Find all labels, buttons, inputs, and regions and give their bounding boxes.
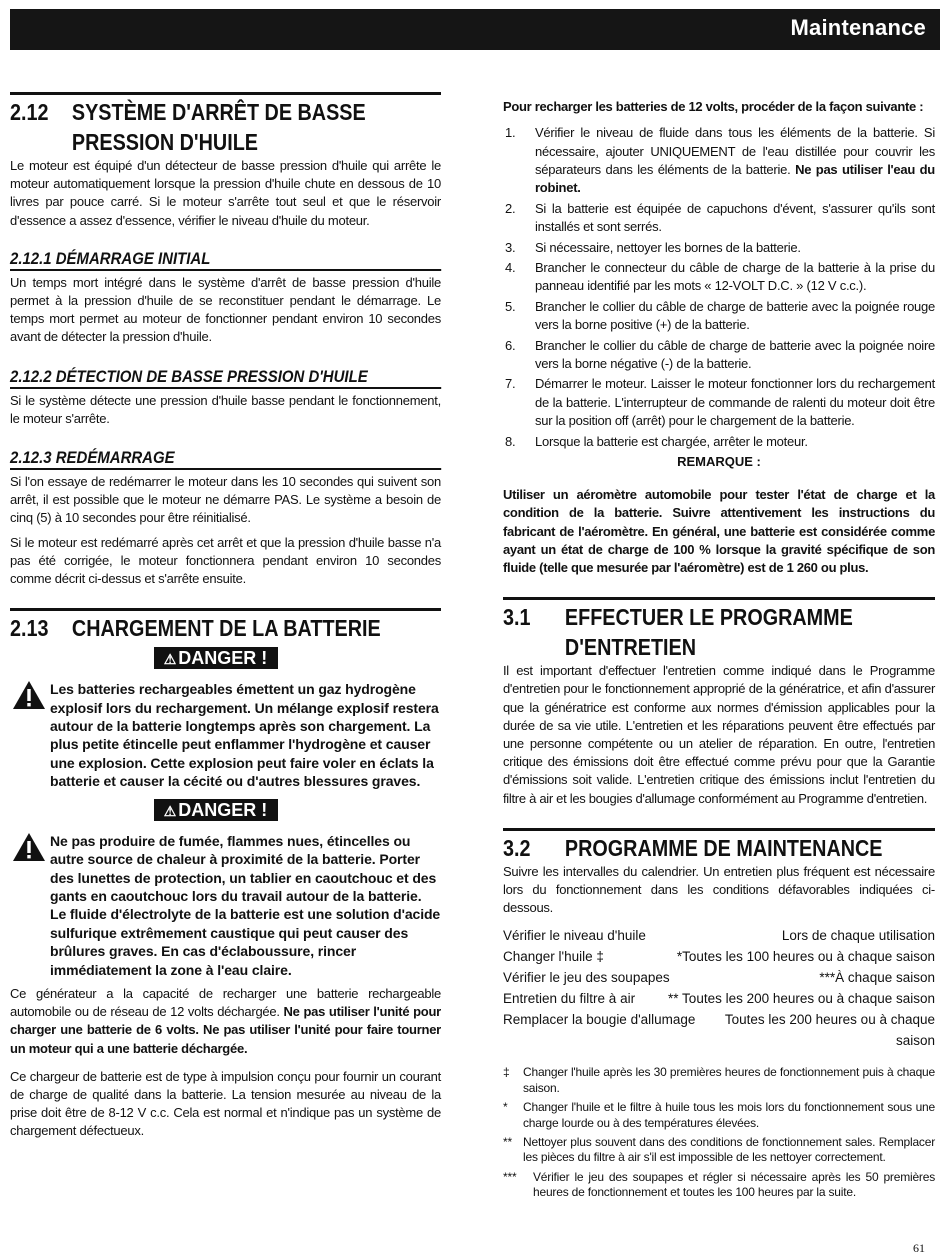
recharge-step: [503, 298, 935, 335]
section-title: PROGRAMME DE MAINTENANCE: [564, 834, 883, 861]
note-label: REMARQUE :: [677, 454, 761, 470]
warning-triangle-icon: [12, 832, 46, 862]
footnote-mark: *: [503, 1100, 508, 1115]
section-title-line2: D'ENTRETIEN: [564, 634, 697, 661]
section-title-line2: PRESSION D'HUILE: [71, 129, 258, 155]
footnote-text: Nettoyer plus souvent dans des conditions de fonctionnement sales. Remplacer les pièces du filtre à air s'il est impossible de les nettoyer correctement.: [523, 1134, 935, 1165]
charging-text: Ce générateur a la capacité de recharger une batterie rechargeable automobile ou de réseau de 12 volts déchargée.: [10, 985, 441, 1020]
schedule-row: [503, 946, 935, 967]
schedule-task: Changer l'huile ‡: [503, 949, 604, 965]
section-2-12-body: Le moteur est équipé d'un détecteur de basse pression d'huile qui arrête le moteur automatiquement lorsque la pression d'huile chute en dessous de 10 livres par pouce carré. Si le moteur s'arrête tout seul et que le réservoir d'essence a assez d'essence, vérifier le niveau d'huile du moteur.: [10, 158, 441, 228]
subsection-2-12-1-body: Un temps mort intégré dans le système d'arrêt de basse pression d'huile permet à la pression d'huile de se reconstituer pendant le démarrage. Le temps mort permet au moteur de fonctionner pendant environ 10 secondes avant de détecter la pression d'huile.: [10, 274, 441, 345]
schedule-interval: Lors de chaque utilisation: [781, 928, 935, 944]
step-number: 4.: [505, 260, 516, 276]
header-title: Maintenance: [790, 15, 926, 40]
subsection-2-12-3-body2: Si le moteur est redémarré après cet arrêt et que la pression d'huile basse n'a pas été corrigée, le moteur fonctionnera pendant environ 10 secondes comme décrit ci-dessus et s'arrête ensuite.: [10, 534, 441, 587]
section-rule: [10, 92, 441, 95]
danger-label: [154, 799, 278, 821]
footnote-text: Changer l'huile après les 30 premières heures de fonctionnement puis à chaque saison.: [523, 1065, 935, 1095]
recharge-steps-list: [503, 124, 935, 451]
section-number: 2.13: [10, 615, 49, 642]
danger-label-text: DANGER !: [178, 799, 268, 820]
danger-label-text: DANGER !: [178, 648, 268, 669]
footnote-mark: ***: [503, 1169, 517, 1184]
schedule-interval: ***À chaque saison: [819, 970, 935, 986]
footnote-text: Vérifier le jeu des soupapes et régler si nécessaire après les 50 premières heures de fonctionnement et toutes les 100 heures par la suite.: [533, 1169, 935, 1200]
section-title-line1: EFFECTUER LE PROGRAMME: [564, 604, 853, 631]
schedule-task: Entretien du filtre à air: [503, 991, 636, 1007]
section-number: 3.2: [503, 834, 531, 861]
note-text: Utiliser un aéromètre automobile pour tester l'état de charge et la condition de la batterie. Suivre attentivement les instructions du fabricant de l'aéromètre. En général, une batterie est considérée comme ayant un état de charge de 100 % lorsque la gravité spécifique de son fluide (telle que mesurée par l'aéromètre) est de 1 260 ou plus.: [503, 487, 935, 575]
section-rule: [503, 828, 935, 831]
footnote: [503, 1065, 935, 1096]
recharge-step: [503, 259, 935, 296]
section-rule: [503, 597, 935, 600]
schedule-row: [503, 988, 935, 1009]
recharge-intro: Pour recharger les batteries de 12 volts, procéder de la façon suivante :: [503, 99, 924, 114]
subsection-2-12-3-heading: 2.12.3 REDÉMARRAGE: [10, 448, 441, 470]
schedule-row: [503, 925, 935, 946]
schedule-interval: Toutes les 200 heures ou à chaque saison: [724, 1012, 935, 1049]
schedule-interval: ** Toutes les 200 heures ou à chaque saison: [668, 991, 935, 1007]
left-column: [10, 92, 441, 1141]
section-rule: [10, 608, 441, 611]
recharge-step: [503, 239, 935, 257]
footnote-mark: **: [503, 1134, 512, 1149]
footnote: [503, 1135, 935, 1166]
schedule-task: Vérifier le jeu des soupapes: [503, 970, 670, 986]
danger-warning-2: [10, 832, 441, 979]
subsection-2-12-1-heading: 2.12.1 DÉMARRAGE INITIAL: [10, 249, 441, 271]
warning-triangle-icon: [12, 680, 46, 710]
charging-bold-warning: Ne pas utiliser l'unité pour charger une batterie de 6 volts. Ne pas utiliser l'unité pour faire tourner un moteur qui a une batterie déchargée.: [10, 1004, 441, 1056]
footnote-mark: ‡: [503, 1065, 510, 1080]
footnotes: [503, 1065, 935, 1200]
step-text: Brancher le collier du câble de charge de batterie avec la poignée rouge vers la borne positive (+) de la batterie.: [535, 298, 935, 333]
step-number: 1.: [505, 125, 516, 141]
step-text: Si la batterie est équipée de capuchons d'évent, s'assurer qu'ils sont installés et sont serrés.: [535, 200, 935, 235]
step-number: 3.: [505, 239, 516, 255]
step-text: Lorsque la batterie est chargée, arrêter le moteur.: [535, 433, 808, 449]
section-title: CHARGEMENT DE LA BATTERIE: [71, 615, 381, 642]
section-2-12-heading: [10, 97, 381, 157]
schedule-task: Remplacer la bougie d'allumage: [503, 1012, 696, 1028]
step-text: Brancher le collier du câble de charge de batterie avec la poignée noire vers la borne négative (-) de la batterie.: [535, 337, 935, 372]
step-text: Si nécessaire, nettoyer les bornes de la batterie.: [535, 239, 801, 255]
section-3-2-heading: [503, 833, 883, 863]
recharge-step: [503, 200, 935, 237]
step-number: 6.: [505, 337, 516, 353]
section-3-1-body: Il est important d'effectuer l'entretien comme indiqué dans le Programme d'entretien pour le fonctionnement approprié de la génératrice, et afin d'assurer que la génératrice est conforme aux normes d'émission applicables pour la durée de sa vie utile. L'entretien et les réparations peuvent être effectués par une personne compétente ou un atelier de réparation. En outre, l'entretien critique des émissions doit être effectué comme prévu pour que la Garantie d'émissions soit valide. L'entretien critique des émissions inclut l'entretien du filtre à air et les bougies d'allumage conformément au Programme d'entretien.: [503, 663, 935, 806]
section-number: 2.12: [10, 99, 49, 125]
section-3-1-heading: [503, 602, 875, 662]
danger-text-1: Les batteries rechargeables émettent un gaz hydrogène explosif lors du rechargement. Un mélange explosif restera autour de la batterie longtemps après son chargement. La plus petite étincelle peut enflammer l'hydrogène et causer une explosion. Cette explosion peut faire voler en éclats la batterie et causer la cécité ou d'autres blessures graves.: [50, 681, 439, 790]
footnote-text: Changer l'huile et le filtre à huile tous les mois lors du fonctionnement sous une charge lourde ou à des températures élevées.: [523, 1100, 935, 1130]
recharge-step: [503, 124, 935, 198]
section-number: 3.1: [503, 604, 531, 631]
schedule-task: Vérifier le niveau d'huile: [503, 928, 646, 944]
subsection-2-12-2-body: Si le système détecte une pression d'huile basse pendant le fonctionnement, le moteur s'arrête.: [10, 392, 441, 426]
warning-triangle-icon: ⚠: [163, 802, 177, 819]
footnote: [503, 1170, 935, 1201]
subsection-2-12-3-body1: Si l'on essaye de redémarrer le moteur dans les 10 secondes qui suivent son arrêt, il est possible que le moteur ne démarre PAS. Le système a besoin de cinq (5) à 10 secondes pour être réinitialisé.: [10, 474, 441, 526]
danger-warning-1: [10, 680, 441, 790]
recharge-step: [503, 433, 935, 451]
right-column: [503, 98, 935, 1205]
section-3-2-body: Suivre les intervalles du calendrier. Un entretien plus fréquent est nécessaire lors du fonctionnement dans les conditions défavorables indiquées ci-dessous.: [503, 863, 935, 916]
subsection-2-12-2-heading: 2.12.2 DÉTECTION DE BASSE PRESSION D'HUILE: [10, 367, 441, 389]
section-2-13-heading: [10, 613, 381, 643]
header-bar: [10, 9, 940, 50]
step-number: 8.: [505, 433, 516, 449]
step-number: 2.: [505, 200, 516, 216]
section-title-line1: SYSTÈME D'ARRÊT DE BASSE: [71, 99, 366, 125]
step-number: 7.: [505, 376, 516, 392]
page-number: 61: [913, 1241, 925, 1255]
danger-text-2: Ne pas produire de fumée, flammes nues, étincelles ou autre source de chaleur à proximité de la batterie. Porter des lunettes de protection, un tablier en caoutchouc et des gants en caoutchouc lors du travail autour de la batterie. Le fluide d'électrolyte de la batterie est une solution d'acide sulfurique extrêmement caustique qui peut causer des brûlures graves. En cas d'éclaboussure, rincer immédiatement la zone à l'eau claire.: [50, 832, 441, 978]
warning-triangle-icon: ⚠: [163, 651, 177, 668]
step-bold-text: Ne pas utiliser l'eau du robinet.: [535, 162, 936, 196]
step-text: Brancher le connecteur du câble de charge de la batterie à la prise du panneau identifié par les mots « 12-VOLT D.C. » (12 V c.c.).: [535, 260, 935, 294]
footnote: [503, 1100, 935, 1131]
step-number: 5.: [505, 298, 516, 314]
schedule-row: [503, 967, 935, 988]
recharge-step: [503, 337, 935, 374]
maintenance-schedule: [503, 925, 935, 1051]
danger-label: [154, 647, 278, 669]
schedule-row: [503, 1009, 935, 1051]
step-text: Vérifier le niveau de fluide dans tous les éléments de la batterie. Si nécessaire, ajouter UNIQUEMENT de l'eau distillée pour couvrir les séparateurs dans les éléments de la batterie.: [535, 125, 935, 178]
recharge-step: [503, 375, 935, 430]
charging-paragraph-1: [10, 985, 441, 1058]
schedule-interval: *Toutes les 100 heures ou à chaque saison: [676, 949, 935, 965]
step-text: Démarrer le moteur. Laisser le moteur fonctionner lors du rechargement de la batterie. L'interrupteur de commande de ralenti du moteur doit être sur la position off (arrêt) pour le chargement de la batterie.: [535, 376, 935, 429]
charging-paragraph-2: Ce chargeur de batterie est de type à impulsion conçu pour fournir un courant de charge de qualité dans la batterie. La tension mesurée au niveau de la prise doit être de 8-12 V c.c. Cela est normal et n'indique pas un système de chargement défectueux.: [10, 1068, 441, 1139]
